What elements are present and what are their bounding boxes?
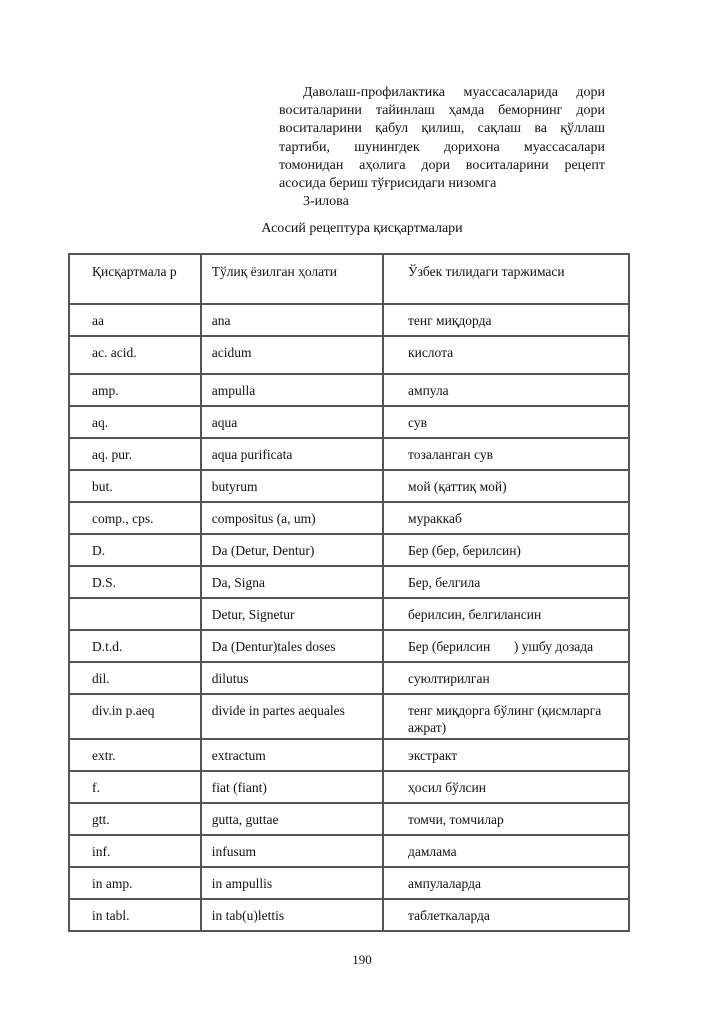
cell-full-form: compositus (a, um): [201, 502, 383, 534]
cell-translation: дамлама: [383, 835, 629, 867]
abbreviations-table: [68, 253, 630, 932]
cell-translation: тенг миқдорга бўлинг (қисмларга ажрат): [383, 694, 629, 739]
cell-full-form: ampulla: [201, 374, 383, 406]
cell-abbreviation: in tabl.: [69, 899, 201, 931]
cell-full-form: fiat (fiant): [201, 771, 383, 803]
cell-abbreviation: in amp.: [69, 867, 201, 899]
table-row: [69, 739, 629, 771]
cell-translation: тозаланган сув: [383, 438, 629, 470]
cell-translation: кислота: [383, 336, 629, 374]
cell-abbreviation: div.in p.aeq: [69, 694, 201, 739]
table-row: [69, 336, 629, 374]
cell-translation: ампулаларда: [383, 867, 629, 899]
header-translation: Ўзбек тилидаги таржимаси: [383, 254, 629, 304]
table-row: [69, 694, 629, 739]
cell-translation: Бер (берилсин ) ушбу дозада: [383, 630, 629, 662]
cell-full-form: in ampullis: [201, 867, 383, 899]
cell-abbreviation: aa: [69, 304, 201, 336]
cell-abbreviation: amp.: [69, 374, 201, 406]
cell-full-form: Da (Dentur)tales doses: [201, 630, 383, 662]
cell-abbreviation: inf.: [69, 835, 201, 867]
cell-full-form: dilutus: [201, 662, 383, 694]
cell-full-form: Da, Signa: [201, 566, 383, 598]
cell-abbreviation: comp., cps.: [69, 502, 201, 534]
cell-abbreviation: dil.: [69, 662, 201, 694]
cell-full-form: infusum: [201, 835, 383, 867]
cell-translation: мураккаб: [383, 502, 629, 534]
cell-abbreviation: but.: [69, 470, 201, 502]
page-number: 190: [352, 952, 372, 967]
table-row: [69, 406, 629, 438]
cell-full-form: in tab(u)lettis: [201, 899, 383, 931]
cell-translation: экстракт: [383, 739, 629, 771]
cell-translation: ҳосил бўлсин: [383, 771, 629, 803]
table-row: [69, 566, 629, 598]
cell-abbreviation: D.: [69, 534, 201, 566]
table-row: [69, 835, 629, 867]
table-row: [69, 470, 629, 502]
cell-abbreviation: aq. pur.: [69, 438, 201, 470]
cell-full-form: acidum: [201, 336, 383, 374]
cell-full-form: Da (Detur, Dentur): [201, 534, 383, 566]
table-row: [69, 771, 629, 803]
cell-full-form: divide in partes aequales: [201, 694, 383, 739]
annex-label: 3-илова: [303, 194, 349, 210]
cell-full-form: gutta, guttae: [201, 803, 383, 835]
cell-translation: Бер (бер, берилсин): [383, 534, 629, 566]
cell-abbreviation: extr.: [69, 739, 201, 771]
table-row: [69, 304, 629, 336]
cell-translation: томчи, томчилар: [383, 803, 629, 835]
cell-abbreviation: aq.: [69, 406, 201, 438]
table-row: [69, 630, 629, 662]
table-row: [69, 374, 629, 406]
cell-translation: сув: [383, 406, 629, 438]
cell-abbreviation: [69, 598, 201, 630]
header-full-form: Тўлиқ ёзилган ҳолати: [201, 254, 383, 304]
cell-full-form: aqua: [201, 406, 383, 438]
table-row: [69, 534, 629, 566]
cell-translation: тенг миқдорда: [383, 304, 629, 336]
regulation-reference: Даволаш-профилактика муассасаларида дори воситаларини тайинлаш ҳамда беморнинг дори воситаларини қабул қилиш, сақлаш ва қўллаш тартиби, шунингдек дорихона муассасалари томонидан аҳолига дори воситаларини рецепт асосида бериш тўғрисидаги низомга: [279, 85, 605, 192]
table-row: [69, 598, 629, 630]
cell-full-form: butyrum: [201, 470, 383, 502]
table-row: [69, 803, 629, 835]
cell-translation: мой (қаттиқ мой): [383, 470, 629, 502]
table-row: [69, 502, 629, 534]
table-row: [69, 899, 629, 931]
table-row: [69, 662, 629, 694]
table-title: Асосий рецептура қисқартмалари: [261, 221, 463, 236]
cell-full-form: ana: [201, 304, 383, 336]
cell-translation: Бер, белгила: [383, 566, 629, 598]
table-header-row: [69, 254, 629, 304]
cell-full-form: Detur, Signetur: [201, 598, 383, 630]
cell-abbreviation: D.S.: [69, 566, 201, 598]
cell-full-form: extractum: [201, 739, 383, 771]
cell-translation: ампула: [383, 374, 629, 406]
cell-translation: берилсин, белгилансин: [383, 598, 629, 630]
cell-full-form: aqua purificata: [201, 438, 383, 470]
document-header: [279, 84, 605, 211]
cell-translation: таблеткаларда: [383, 899, 629, 931]
cell-abbreviation: f.: [69, 771, 201, 803]
cell-abbreviation: ac. acid.: [69, 336, 201, 374]
cell-translation: суюлтирилган: [383, 662, 629, 694]
header-abbreviation: Қисқартмала р: [69, 254, 201, 304]
cell-abbreviation: D.t.d.: [69, 630, 201, 662]
table-row: [69, 867, 629, 899]
cell-abbreviation: gtt.: [69, 803, 201, 835]
table-row: [69, 438, 629, 470]
